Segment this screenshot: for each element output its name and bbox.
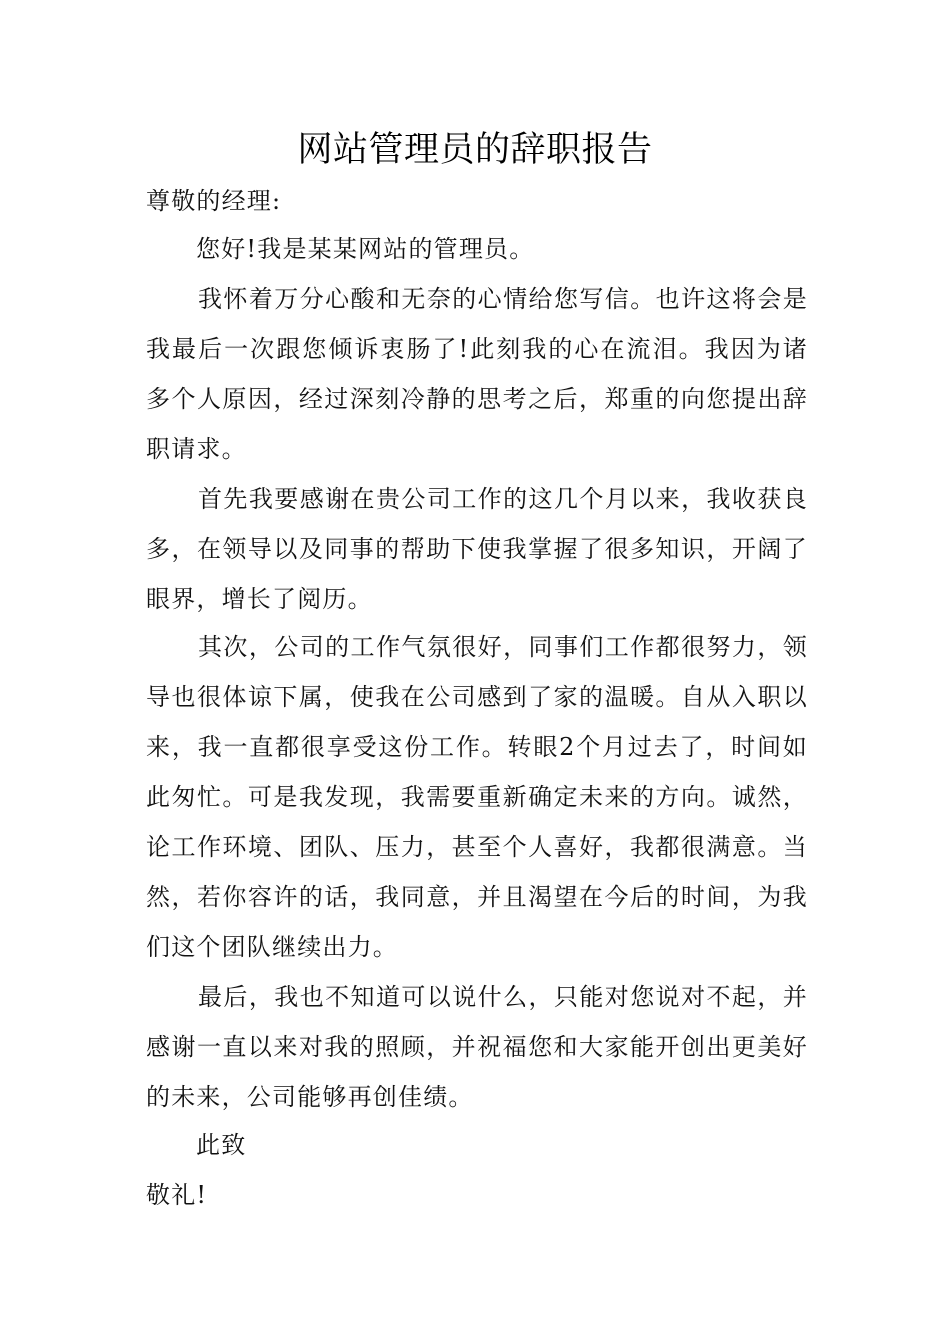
salutation: 尊敬的经理:: [146, 187, 282, 215]
paragraph-2: 首先我要感谢在贵公司工作的这几个月以来，我收获良多，在领导以及同事的帮助下使我掌握了很多知识，开阔了眼界，增长了阅历。: [146, 485, 808, 613]
document-title: 网站管理员的辞职报告: [297, 130, 653, 170]
closing-line-1: 此致: [196, 1131, 247, 1159]
paragraph-3: 其次，公司的工作气氛很好，同事们工作都很努力，领导也很体谅下属，使我在公司感到了家的温暖。自从入职以来，我一直都很享受这份工作。转眼2个月过去了，时间如此匆忙。可是我发现，我需要重新确定未来的方向。诚然，论工作环境、团队、压力，甚至个人喜好，我都很满意。当然，若你容许的话，我同意，并且渴望在今后的时间，为我们这个团队继续出力。: [146, 633, 808, 961]
greeting: 您好!我是某某网站的管理员。: [196, 235, 535, 263]
closing-line-2: 敬礼!: [146, 1181, 208, 1209]
paragraph-4: 最后，我也不知道可以说什么，只能对您说对不起，并感谢一直以来对我的照顾，并祝福您和大家能开创出更美好的未来，公司能够再创佳绩。: [146, 983, 808, 1111]
paragraph-1: 我怀着万分心酸和无奈的心情给您写信。也许这将会是我最后一次跟您倾诉衷肠了!此刻我的心在流泪。我因为诸多个人原因，经过深刻冷静的思考之后，郑重的向您提出辞职请求。: [146, 285, 808, 463]
